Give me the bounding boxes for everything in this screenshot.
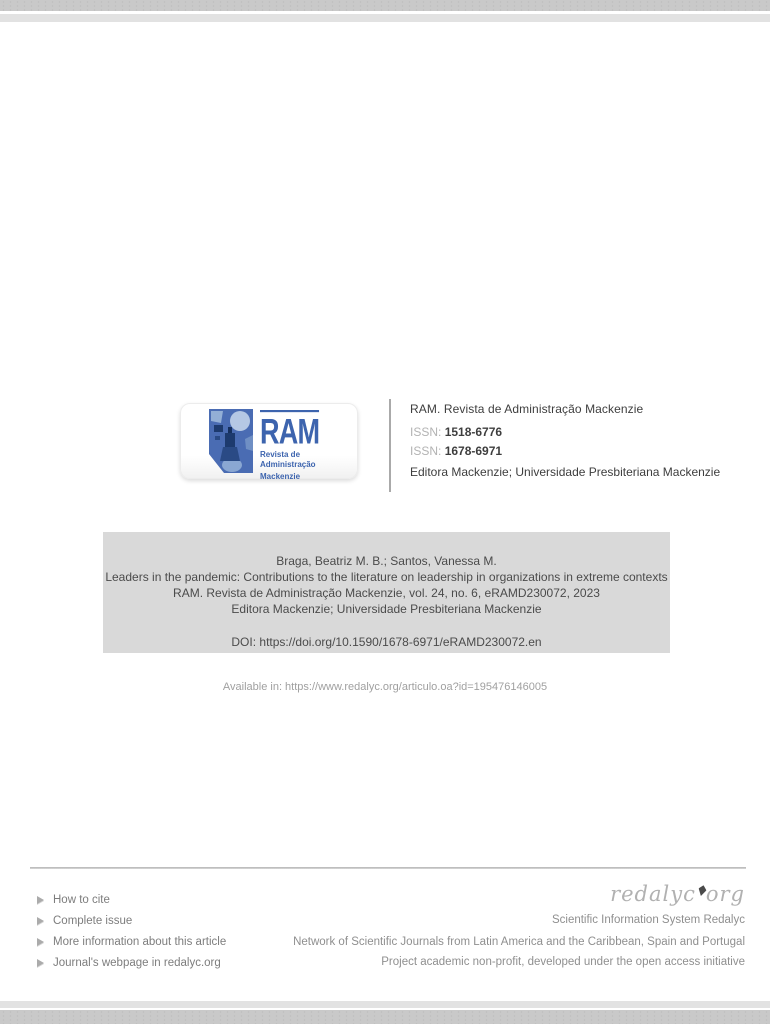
citation-publisher: Editora Mackenzie; Universidade Presbiteriana Mackenzie bbox=[231, 602, 542, 616]
redalyc-system-line: Scientific Information System Redalyc bbox=[551, 914, 745, 926]
redalyc-info-block bbox=[293, 882, 745, 971]
play-icon bbox=[37, 917, 44, 925]
redalyc-logo-text-left: redalyc bbox=[610, 882, 696, 906]
citation-authors: Braga, Beatriz M. B.; Santos, Vanessa M. bbox=[276, 554, 497, 568]
link-more-information[interactable] bbox=[37, 936, 226, 948]
citation-doi-link[interactable]: DOI: https://doi.org/10.1590/1678-6971/eRAMD230072.en bbox=[231, 635, 542, 649]
page-frame-bottom-inner bbox=[0, 1001, 770, 1008]
play-icon bbox=[37, 938, 44, 946]
journal-logo-card bbox=[180, 403, 358, 479]
page-frame-top-inner bbox=[0, 14, 770, 22]
issn-electronic-row bbox=[410, 442, 740, 461]
link-journal-webpage[interactable] bbox=[37, 957, 226, 969]
link-how-to-cite[interactable] bbox=[37, 894, 226, 906]
journal-title: RAM. Revista de Administração Mackenzie bbox=[410, 402, 644, 416]
page-frame-top bbox=[0, 0, 770, 11]
available-in-link[interactable]: Available in: https://www.redalyc.org/articulo.oa?id=195476146005 bbox=[222, 681, 548, 693]
issn-label: ISSN: bbox=[410, 444, 442, 458]
header-vertical-divider bbox=[389, 399, 391, 492]
redalyc-project-line: Project academic non-profit, developed under the open access initiative bbox=[381, 956, 745, 968]
link-label: More information about this article bbox=[53, 936, 227, 948]
journal-publisher: Editora Mackenzie; Universidade Presbiteriana Mackenzie bbox=[410, 465, 721, 479]
link-label: How to cite bbox=[53, 894, 110, 906]
footer-divider bbox=[30, 867, 746, 869]
redalyc-logo-text-right: org bbox=[705, 882, 745, 906]
ram-logo-acronym: RAM bbox=[260, 411, 320, 452]
ram-logo-subtitle-2: Mackenzie bbox=[260, 472, 301, 481]
issn-label: ISSN: bbox=[410, 425, 442, 439]
play-icon bbox=[37, 959, 44, 967]
journal-info-block bbox=[410, 402, 740, 479]
ram-logo-subtitle-1: Revista de Administração bbox=[260, 450, 316, 469]
citation-article-title: Leaders in the pandemic: Contributions to the literature on leadership in organizations in extreme contexts bbox=[105, 570, 668, 584]
footer-links bbox=[37, 894, 226, 969]
ram-logo-text bbox=[260, 410, 357, 482]
link-complete-issue[interactable] bbox=[37, 915, 226, 927]
issn-print-value: 1518-6776 bbox=[444, 425, 503, 439]
citation-box bbox=[103, 532, 670, 653]
page-frame-bottom bbox=[0, 1010, 770, 1024]
ram-logo-collage-icon bbox=[209, 409, 253, 478]
citation-source: RAM. Revista de Administração Mackenzie, vol. 24, no. 6, eRAMD230072, 2023 bbox=[173, 586, 600, 600]
redalyc-network-line: Network of Scientific Journals from Latin America and the Caribbean, Spain and Portugal bbox=[293, 935, 745, 948]
issn-electronic-value: 1678-6971 bbox=[444, 444, 503, 458]
link-label: Complete issue bbox=[53, 915, 133, 927]
play-icon bbox=[37, 896, 44, 904]
issn-print-row bbox=[410, 423, 740, 442]
redalyc-logo bbox=[293, 882, 745, 906]
link-label: Journal's webpage in redalyc.org bbox=[53, 957, 221, 969]
